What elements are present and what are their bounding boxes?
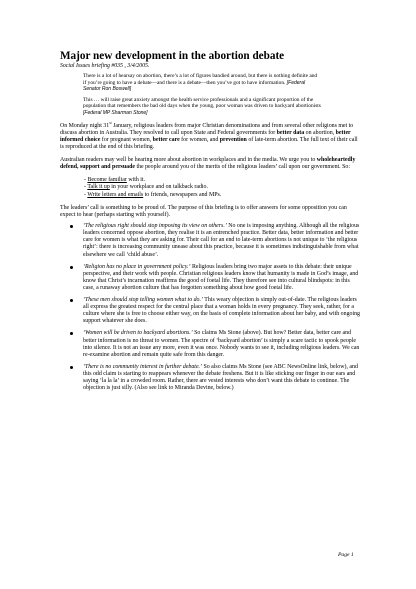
text-run: on abortion,	[304, 129, 336, 136]
text-run: On Monday night 31	[60, 122, 110, 129]
document-body	[60, 50, 360, 397]
dash: -	[84, 184, 88, 191]
objection-quote: ‘There is no community interest in further debate.’	[83, 363, 202, 370]
action-item	[84, 184, 360, 191]
action-link[interactable]: Become familiar	[87, 177, 127, 184]
emphasis: better care	[152, 136, 180, 143]
bullet-icon	[70, 266, 73, 269]
action-link[interactable]: Write letters and emails	[87, 191, 144, 198]
objection-answer: So also claims Ms Stone (see ABC NewsOnline link, below), and this odd claim is starting to reappears whenever the debate freshens. But it is like sticking our finger in our ears and saying ‘la la la’ in a crowded room. Rather, there are vested interests who don’t want this debate to continue. The objection is just silly. (Also see link to Miranda Devine, below.)	[83, 363, 358, 392]
objection-answer: So claims Ms Stone (above). But how? Better data, better care and better information is no threat to women. The spectre of ‘backyard abortion’ is simply a scare tactic to spook people into silence. It is not an issue any more, even it was once. Nobody wants to see it, including religious leaders. We can re-examine abortion and remain quite safe from this danger.	[83, 330, 360, 358]
emphasis: better informed choice	[60, 129, 351, 143]
text-run: the people around you of the merits of the religious leaders’ call upon our government. So:	[134, 164, 350, 171]
action-item	[84, 177, 360, 184]
quote-text: This … will raise great anxiety amongst the health service professionals and a significant proportion of the population that remembers the bad old days when the young, poor woman was driven to backyard abortionists	[83, 96, 321, 110]
page-subtitle: Social Issues briefing #035 , 3/4/2005.	[60, 63, 150, 69]
emphasis: prevention	[219, 136, 247, 143]
text-run: with it.	[126, 177, 146, 184]
text-run: in your workplace and on talkback radio.	[109, 184, 208, 191]
bullet-icon	[70, 366, 73, 369]
text-run: January, religious leaders from major Christian denominations and from several other religions met to discuss abortion in Australia. They resolved to call upon State and Federal governments for	[60, 122, 354, 136]
objection-quote: ‘Religion has no place in government policy.’	[83, 263, 191, 270]
opening-quote-2	[83, 97, 321, 117]
page-title: Major new development in the abortion debate	[60, 50, 285, 62]
objection-answer: Religious leaders bring two major assets to this debate: their unique perspective, and their work with people. Christian religious leaders know that humanity is made in God’s image, and know that Christ’s incarnation reaffirms the good of foetal life. They therefore see into cultural blindspots: in this case, a runaway abortion culture that has forgotten something about how good foetal life.	[83, 263, 359, 291]
quote-citation: [Federal MP Sharman Stone]	[83, 109, 148, 116]
text-run: to friends, newspapers and MPs.	[143, 191, 222, 198]
objection-quote: ‘The religious right should stop imposing its view on others.’	[83, 223, 227, 230]
intro-paragraph-1	[60, 120, 360, 151]
text-run: for pregnant women,	[100, 136, 153, 143]
ordinal-suffix: st	[109, 120, 112, 125]
text-run: for women, and	[179, 136, 220, 143]
action-link[interactable]: Talk it up	[87, 184, 110, 191]
objection-item	[60, 364, 360, 392]
text-run: Australian readers may well be hearing more about abortion in workplaces and in the media. We urge you to	[60, 156, 317, 163]
objection-item	[60, 330, 360, 358]
action-list	[84, 177, 360, 199]
intro-paragraph-2	[60, 157, 360, 171]
emphasis: wholeheartedly defend, support and persuade	[60, 156, 356, 171]
text-run: of late-term abortion. The full text of their call is reproduced at the end of this briefing.	[60, 136, 358, 150]
bullet-icon	[70, 225, 73, 228]
objection-item	[60, 223, 360, 258]
objection-item	[60, 297, 360, 325]
objection-quote: ‘These men should stop telling women what to do.’	[83, 297, 203, 304]
objection-list	[60, 223, 360, 392]
quote-text: There is a lot of hearsay on abortion, there’s a lot of figures bandied around, but there is nothing definite and if you’re going to have a debate—and there is a debate—then you’ve got to have information.	[83, 73, 318, 86]
emphasis: better data	[276, 129, 305, 136]
bullet-icon	[70, 299, 73, 302]
objection-answer: No one is imposing anything. Although all the religious leaders concerned oppose abortion, they realise it is an entrenched practice. Better data, better information and better care for women is what they are asking for. Their call for an end to late-term abortions is not unique to ‘the religious right’: there is increasing community unease about this practice, because it is sometimes indistinguishable from what elsewhere we call ‘child abuse’.	[83, 223, 360, 258]
bullet-icon	[70, 332, 73, 335]
opening-quote-1	[83, 73, 321, 93]
transition-paragraph: The leaders’ call is something to be proud of. The purpose of this briefing is to offer answers for some opposition you can expect to hear (perhaps starting with yourself).	[60, 205, 347, 219]
page-number: Page 1	[338, 552, 354, 558]
objection-item	[60, 264, 360, 292]
action-item	[84, 192, 360, 199]
dash: -	[84, 177, 88, 184]
objection-answer: This weary objection is simply out-of-date. The religious leaders all express the greatest respect for the central place that a woman holds in every pregnancy. They seek, rather, for a culture where she is free to choose either way, on the basis of complete information about her baby, and with ongoing support whatever she does.	[83, 297, 360, 325]
quote-citation: [Federal Senator Ron Boswell]	[83, 79, 306, 93]
dash: -	[84, 191, 88, 198]
objection-quote: ‘Women will be driven to backyard abortions.’	[83, 330, 193, 337]
